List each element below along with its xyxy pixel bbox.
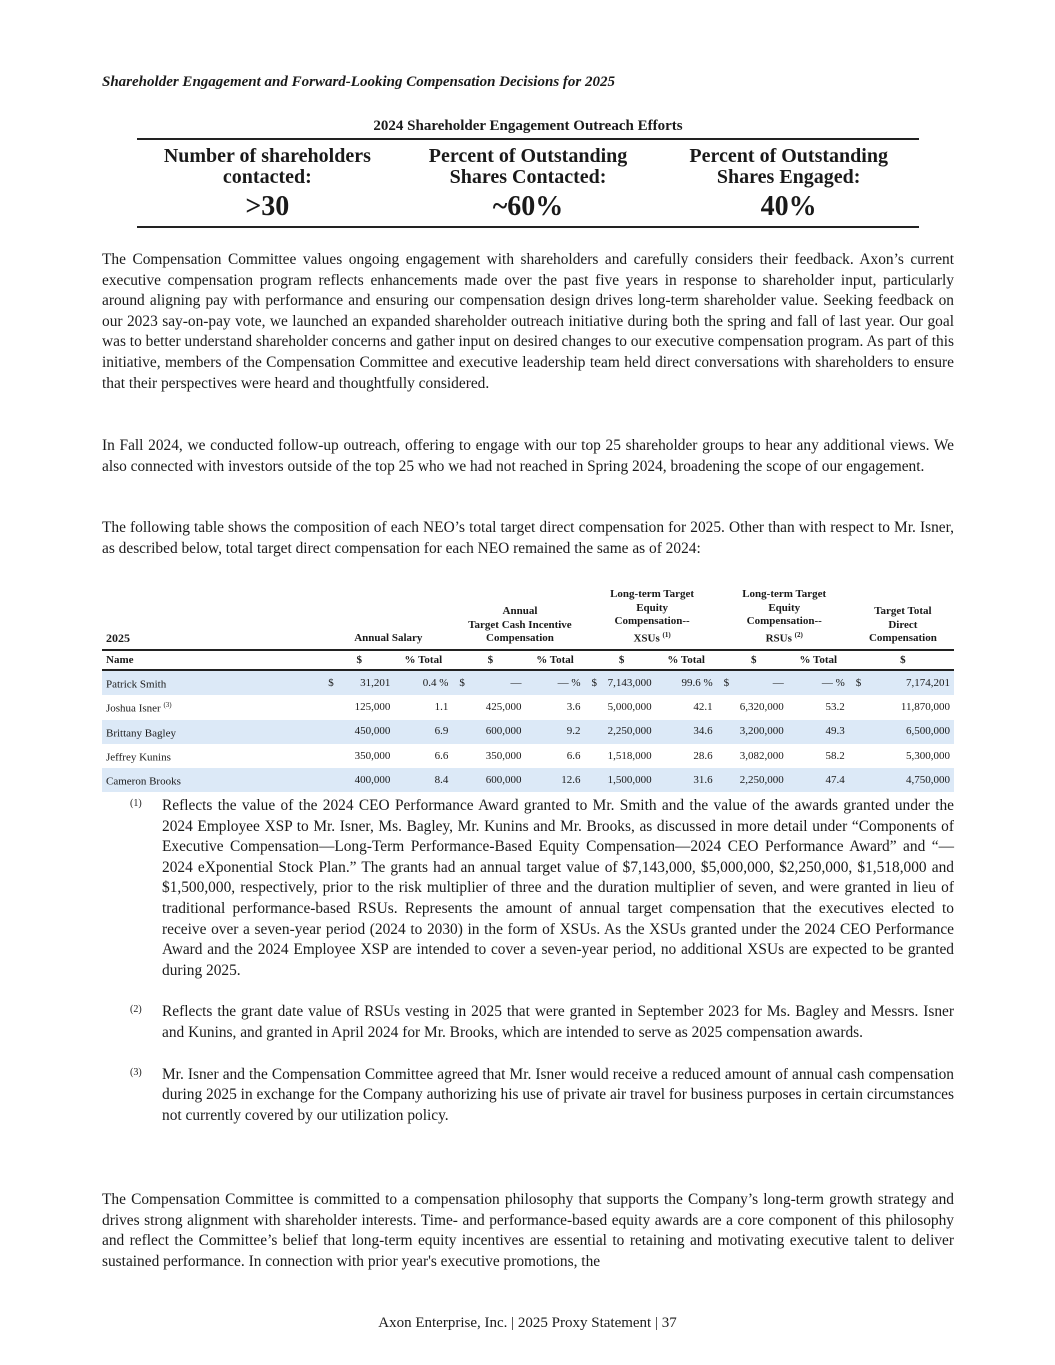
xsu-amount: 7,143,000 bbox=[602, 670, 656, 695]
salary-currency: $ bbox=[324, 670, 348, 695]
total-currency bbox=[852, 720, 866, 744]
salary-percent: 1.1 bbox=[434, 701, 449, 714]
rsu-amount: 3,200,000 bbox=[734, 720, 788, 744]
salary-amount: 31,201 bbox=[348, 670, 394, 695]
salary-currency bbox=[324, 744, 348, 768]
salary-amount: 125,000 bbox=[354, 701, 391, 714]
total-amount: 6,500,000 bbox=[866, 720, 954, 744]
engagement-value-row bbox=[137, 190, 919, 228]
row-name: Joshua Isner $^{(3)}$ bbox=[106, 701, 172, 715]
cash-percent: 12.6 bbox=[525, 768, 584, 792]
cash-amount: 425,000 bbox=[485, 701, 522, 714]
header-rsu-compensation: Long-term Target Equity Compensation-- RSUs $^{(2)}$ bbox=[742, 588, 827, 645]
row-name: Jeffrey Kunins bbox=[106, 751, 171, 764]
total-currency bbox=[852, 695, 866, 719]
xsu-currency bbox=[588, 768, 602, 792]
page-footer: Axon Enterprise, Inc. | 2025 Proxy Statement | 37 bbox=[378, 1315, 677, 1331]
header-annual-salary: Annual Salary bbox=[354, 632, 423, 645]
engagement-value-engaged: 40% bbox=[760, 191, 817, 222]
paragraph-table-intro: The following table shows the composition of each NEO’s total target direct compensation for 2025. Other than with respect to Mr. Isner, as described below, total target direct compensation for each NEO remained the same as of 2024: bbox=[102, 519, 954, 557]
engagement-summary bbox=[137, 116, 919, 228]
salary-percent: 6.6 bbox=[434, 749, 449, 762]
xsu-percent: 34.6 bbox=[656, 720, 717, 744]
cash-amount: 600,000 bbox=[469, 768, 525, 792]
rsu-currency bbox=[720, 695, 734, 719]
engagement-header-row bbox=[137, 140, 919, 190]
table-row bbox=[102, 768, 954, 792]
table-row bbox=[102, 695, 954, 719]
salary-amount: 400,000 bbox=[348, 768, 394, 792]
cash-currency bbox=[455, 695, 469, 719]
total-amount: 11,870,000 bbox=[900, 701, 950, 714]
rsu-percent: 58.2 bbox=[825, 749, 845, 762]
total-amount: 7,174,201 bbox=[866, 670, 954, 695]
rsu-percent: 49.3 bbox=[788, 720, 849, 744]
footnotes bbox=[130, 796, 954, 1126]
salary-percent: 0.4 % bbox=[394, 670, 452, 695]
rsu-currency bbox=[720, 744, 734, 768]
engagement-label-engaged: Percent of Outstanding Shares Engaged: bbox=[689, 145, 888, 188]
xsu-percent: 28.6 bbox=[693, 749, 713, 762]
row-name: Brittany Bagley bbox=[102, 720, 324, 744]
xsu-amount: 5,000,000 bbox=[607, 701, 652, 714]
rsu-currency: $ bbox=[720, 670, 734, 695]
table-row bbox=[102, 670, 954, 695]
salary-percent: 8.4 bbox=[394, 768, 452, 792]
table-year: 2025 bbox=[106, 631, 130, 646]
salary-amount: 350,000 bbox=[354, 749, 391, 762]
rsu-amount: 2,250,000 bbox=[734, 768, 788, 792]
xsu-percent: 31.6 bbox=[656, 768, 717, 792]
footnote-2: (2) Reflects the grant date value of RSUs vesting in 2025 that were granted in September 2023 for Ms. Bagley and Messrs. Isner and Kunins, and granted in April 2024 for Mr. Brooks, which are intended to serve as 2025 compensation awards. bbox=[130, 1003, 954, 1041]
rsu-percent: — % bbox=[788, 670, 849, 695]
salary-currency bbox=[324, 720, 348, 744]
engagement-label-shareholders: Number of shareholders contacted: bbox=[163, 145, 371, 188]
row-name: Patrick Smith bbox=[102, 670, 324, 695]
cash-currency: $ bbox=[455, 670, 469, 695]
total-amount: 4,750,000 bbox=[866, 768, 954, 792]
total-currency bbox=[852, 744, 866, 768]
rsu-amount: 6,320,000 bbox=[739, 701, 784, 714]
rsu-amount: — bbox=[734, 670, 788, 695]
paragraph-engagement: The Compensation Committee values ongoing engagement with shareholders and carefully considers their feedback. Axon’s current executive compensation program reflects enhancements made over the past five years in response to shareholder input, particularly around aligning pay with performance and ensuring our compensation design drives long-term shareholder value. Seeking feedback on our 2023 say-on-pay vote, we launched an expanded shareholder outreach initiative during both the spring and fall of last year. Our goal was to better understand shareholder concerns and gather input on desired changes to our executive compensation program. As part of this initiative, members of the Compensation Committee and executive leadership team held direct conversations with shareholders to ensure that their perspectives were heard and thoughtfully considered. bbox=[102, 251, 954, 392]
rsu-amount: 3,082,000 bbox=[739, 749, 784, 762]
cash-amount: 600,000 bbox=[469, 720, 525, 744]
salary-amount: 450,000 bbox=[348, 720, 394, 744]
table-row bbox=[102, 720, 954, 744]
cash-percent: — % bbox=[525, 670, 584, 695]
rsu-percent: 53.2 bbox=[825, 701, 845, 714]
xsu-amount: 2,250,000 bbox=[602, 720, 656, 744]
total-currency bbox=[852, 768, 866, 792]
cash-percent: 6.6 bbox=[566, 749, 581, 762]
cash-currency bbox=[455, 720, 469, 744]
compensation-table bbox=[102, 588, 954, 792]
xsu-currency bbox=[588, 720, 602, 744]
salary-percent: 6.9 bbox=[394, 720, 452, 744]
footnote-1: (1) Reflects the value of the 2024 CEO Performance Award granted to Mr. Smith and the value of the awards granted under the 2024 Employee XSP to Mr. Isner, Ms. Bagley, Mr. Kunins and Mr. Brooks, as discussed in more detail under “Components of Executive Compensation—Long-Term Performance-Based Equity Compensation—2024 CEO Performance Award” and “—2024 eXponential Stock Plan.” The grants had an annual target value of $7,143,000, $5,000,000, $2,250,000, $1,518,000 and $1,500,000, respectively, prior to the risk multiplier of three and the duration multiplier of seven, and were granted in lieu of traditional performance-based RSUs. Represents the amount of annual target compensation that the executives elected to receive over a seven-year period (2024 to 2030) in the form of XSUs. As the XSUs granted under the 2024 CEO Performance Award and the 2024 Employee XSP are intended to cover a seven-year period, no additional XSUs are expected to be granted during 2025. bbox=[130, 797, 954, 979]
header-cash-incentive: Annual Target Cash Incentive Compensation bbox=[468, 605, 572, 645]
total-amount: 5,300,000 bbox=[906, 749, 950, 762]
table-group-header-row bbox=[102, 588, 954, 650]
row-name: Cameron Brooks bbox=[102, 768, 324, 792]
cash-currency bbox=[455, 744, 469, 768]
total-currency: $ bbox=[852, 670, 866, 695]
xsu-amount: 1,518,000 bbox=[607, 749, 652, 762]
section-title: Shareholder Engagement and Forward-Looking Compensation Decisions for 2025 bbox=[102, 74, 615, 90]
salary-currency bbox=[324, 768, 348, 792]
rsu-currency bbox=[720, 720, 734, 744]
cash-amount: 350,000 bbox=[485, 749, 522, 762]
cash-percent: 9.2 bbox=[525, 720, 584, 744]
salary-currency bbox=[324, 695, 348, 719]
engagement-value-contacted: ~60% bbox=[492, 191, 564, 222]
xsu-percent: 99.6 % bbox=[656, 670, 717, 695]
xsu-percent: 42.1 bbox=[693, 701, 713, 714]
table-row bbox=[102, 744, 954, 768]
xsu-currency: $ bbox=[588, 670, 602, 695]
rsu-currency bbox=[720, 768, 734, 792]
cash-amount: — bbox=[469, 670, 525, 695]
header-total-compensation: Target Total Direct Compensation bbox=[868, 605, 937, 645]
engagement-label-contacted: Percent of Outstanding Shares Contacted: bbox=[428, 145, 628, 188]
table-subheader-row: Name $ % Total $ % Total $ % Total $ % Total $ bbox=[102, 650, 954, 670]
paragraph-philosophy: The Compensation Committee is committed to a compensation philosophy that supports the Company’s long-term growth strategy and drives strong alignment with shareholder interests. Time- and performance-based equity awards are a core component of this philosophy and reflect the Committee’s belief that long-term equity incentives are essential to retaining and motivating executive talent to deliver sustained performance. In connection with prior year's executive promotions, the bbox=[102, 1191, 954, 1270]
engagement-title: 2024 Shareholder Engagement Outreach Efforts bbox=[137, 116, 919, 140]
subheader-name: Name bbox=[102, 650, 324, 670]
xsu-currency bbox=[588, 695, 602, 719]
engagement-value-shareholders: >30 bbox=[245, 191, 290, 222]
paragraph-follow-up: In Fall 2024, we conducted follow-up outreach, offering to engage with our top 25 shareholder groups to hear any additional views. We also connected with investors outside of the top 25 who we had not reached in Spring 2024, broadening the scope of our engagement. bbox=[102, 437, 954, 475]
cash-currency bbox=[455, 768, 469, 792]
header-xsu-compensation: Long-term Target Equity Compensation-- XSUs $^{(1)}$ bbox=[610, 588, 695, 645]
rsu-percent: 47.4 bbox=[788, 768, 849, 792]
cash-percent: 3.6 bbox=[566, 701, 581, 714]
footnote-3: (3) Mr. Isner and the Compensation Committee agreed that Mr. Isner would receive a reduced amount of annual cash compensation during 2025 in exchange for the Company authorizing his use of private air travel for business purposes in certain circumstances not currently covered by our utilization policy. bbox=[130, 1065, 954, 1124]
xsu-amount: 1,500,000 bbox=[602, 768, 656, 792]
xsu-currency bbox=[588, 744, 602, 768]
